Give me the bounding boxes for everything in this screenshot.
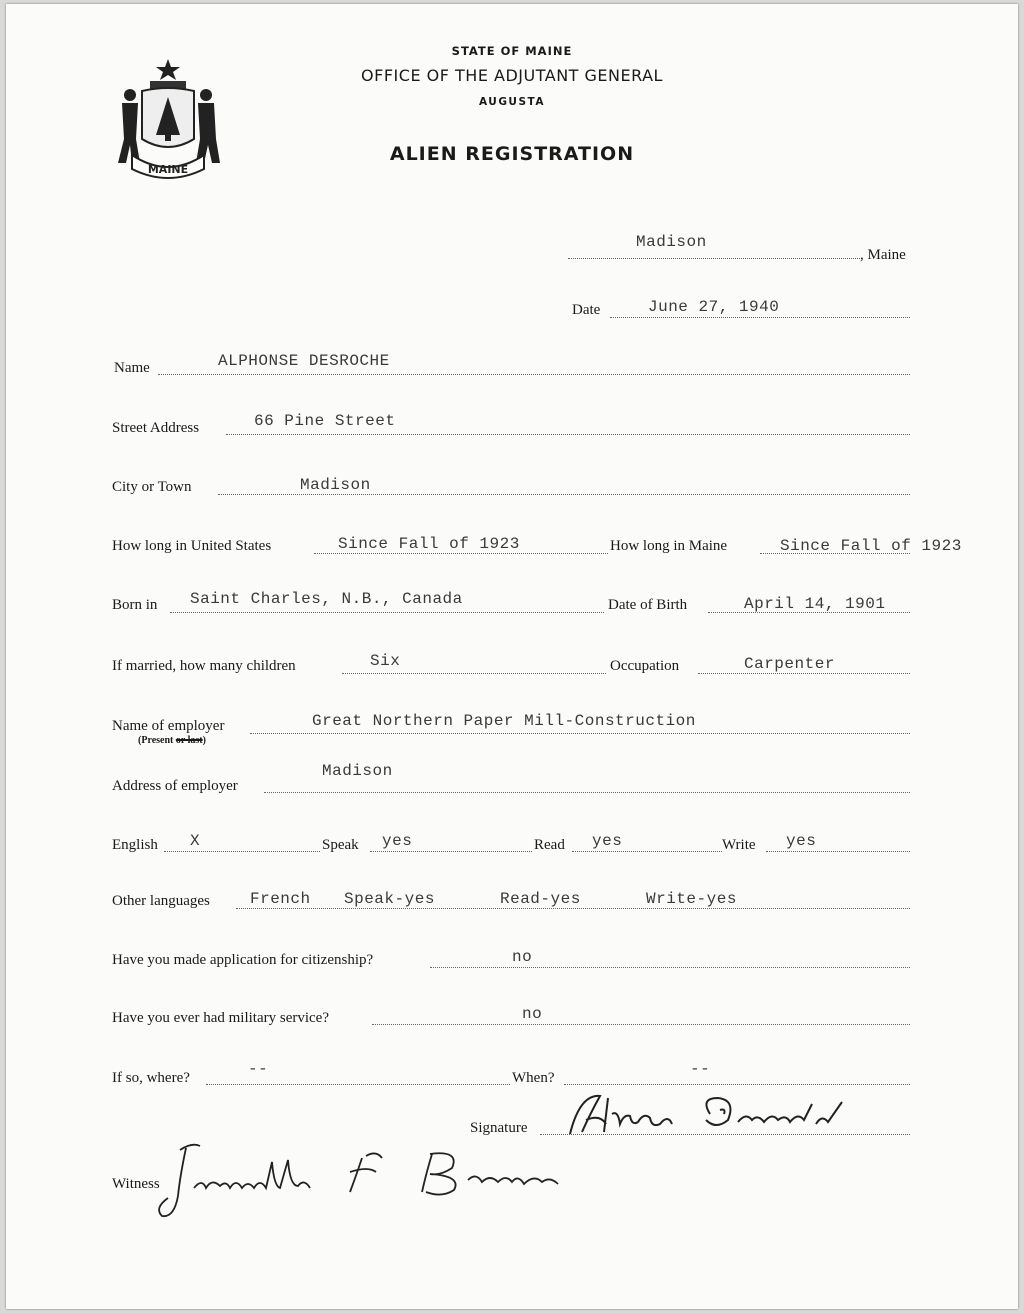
english-value: X bbox=[190, 832, 201, 850]
place-suffix: , Maine bbox=[860, 247, 906, 263]
city-line bbox=[218, 494, 910, 495]
us-duration-label: How long in United States bbox=[112, 538, 272, 554]
citizenship-label: Have you made application for citizenship? bbox=[112, 952, 374, 968]
speak-value: yes bbox=[382, 832, 413, 850]
place-value: Madison bbox=[636, 233, 707, 251]
other-languages-line bbox=[236, 908, 910, 909]
city-heading: AUGUSTA bbox=[478, 96, 545, 108]
form-title: ALIEN REGISTRATION bbox=[389, 143, 635, 165]
military-line bbox=[372, 1024, 910, 1025]
children-label: If married, how many children bbox=[112, 658, 296, 674]
state-heading: STATE OF MAINE bbox=[451, 44, 573, 58]
read-line bbox=[572, 851, 722, 852]
city-value: Madison bbox=[300, 476, 371, 494]
form-page bbox=[6, 4, 1018, 1309]
children-line bbox=[342, 673, 606, 674]
dob-value: April 14, 1901 bbox=[744, 595, 886, 613]
read-value: yes bbox=[592, 832, 623, 850]
witness-label: Witness bbox=[112, 1176, 160, 1192]
born-line bbox=[170, 612, 604, 613]
name-label: Name bbox=[114, 360, 150, 376]
employer-address-value: Madison bbox=[322, 762, 393, 780]
name-line bbox=[158, 374, 910, 375]
where-value: -- bbox=[248, 1060, 269, 1078]
write-label: Write bbox=[722, 837, 756, 853]
signature-label: Signature bbox=[470, 1120, 528, 1136]
us-duration-value: Since Fall of 1923 bbox=[338, 535, 520, 553]
us-duration-line bbox=[314, 553, 608, 554]
maine-duration-value: Since Fall of 1923 bbox=[780, 537, 962, 555]
speak-line bbox=[370, 851, 532, 852]
office-heading: OFFICE OF THE ADJUTANT GENERAL bbox=[361, 66, 663, 85]
other-speak-value: Speak-yes bbox=[344, 890, 435, 908]
write-value: yes bbox=[786, 832, 817, 850]
read-label: Read bbox=[534, 837, 565, 853]
citizenship-value: no bbox=[512, 948, 533, 966]
where-label: If so, where? bbox=[112, 1070, 190, 1086]
occupation-line bbox=[698, 673, 910, 674]
other-languages-value: French bbox=[250, 890, 311, 908]
employer-value: Great Northern Paper Mill-Construction bbox=[312, 712, 696, 730]
employer-line bbox=[250, 733, 910, 734]
employer-address-line bbox=[264, 792, 910, 793]
where-line bbox=[206, 1084, 510, 1085]
when-value: -- bbox=[690, 1060, 711, 1078]
place-line bbox=[568, 258, 860, 259]
name-value: ALPHONSE DESROCHE bbox=[218, 352, 390, 370]
speak-label: Speak bbox=[322, 837, 359, 853]
other-read-value: Read-yes bbox=[500, 890, 581, 908]
military-value: no bbox=[522, 1005, 543, 1023]
witness-signature bbox=[150, 1136, 590, 1226]
date-label: Date bbox=[572, 302, 601, 318]
employer-present-note: (Present or last) bbox=[138, 735, 206, 746]
date-line bbox=[610, 317, 910, 318]
dob-label: Date of Birth bbox=[608, 597, 688, 613]
when-label: When? bbox=[512, 1070, 555, 1086]
seal-text: MAINE bbox=[147, 163, 189, 176]
occupation-label: Occupation bbox=[610, 658, 680, 674]
maine-duration-label: How long in Maine bbox=[610, 538, 728, 554]
born-label: Born in bbox=[112, 597, 158, 613]
english-label: English bbox=[112, 837, 158, 853]
write-line bbox=[766, 851, 910, 852]
english-line bbox=[164, 851, 320, 852]
other-languages-label: Other languages bbox=[112, 893, 210, 909]
other-write-value: Write-yes bbox=[646, 890, 737, 908]
born-value: Saint Charles, N.B., Canada bbox=[190, 590, 463, 608]
employer-label: Name of employer bbox=[112, 718, 225, 734]
date-value: June 27, 1940 bbox=[648, 298, 780, 316]
citizenship-line bbox=[430, 967, 910, 968]
street-value: 66 Pine Street bbox=[254, 412, 396, 430]
military-label: Have you ever had military service? bbox=[112, 1010, 329, 1026]
street-line bbox=[226, 434, 910, 435]
street-label: Street Address bbox=[112, 420, 200, 436]
employer-address-label: Address of employer bbox=[112, 778, 238, 794]
handwritten-signature bbox=[560, 1084, 860, 1144]
city-label: City or Town bbox=[112, 479, 192, 495]
occupation-value: Carpenter bbox=[744, 655, 835, 673]
children-value: Six bbox=[370, 652, 401, 670]
